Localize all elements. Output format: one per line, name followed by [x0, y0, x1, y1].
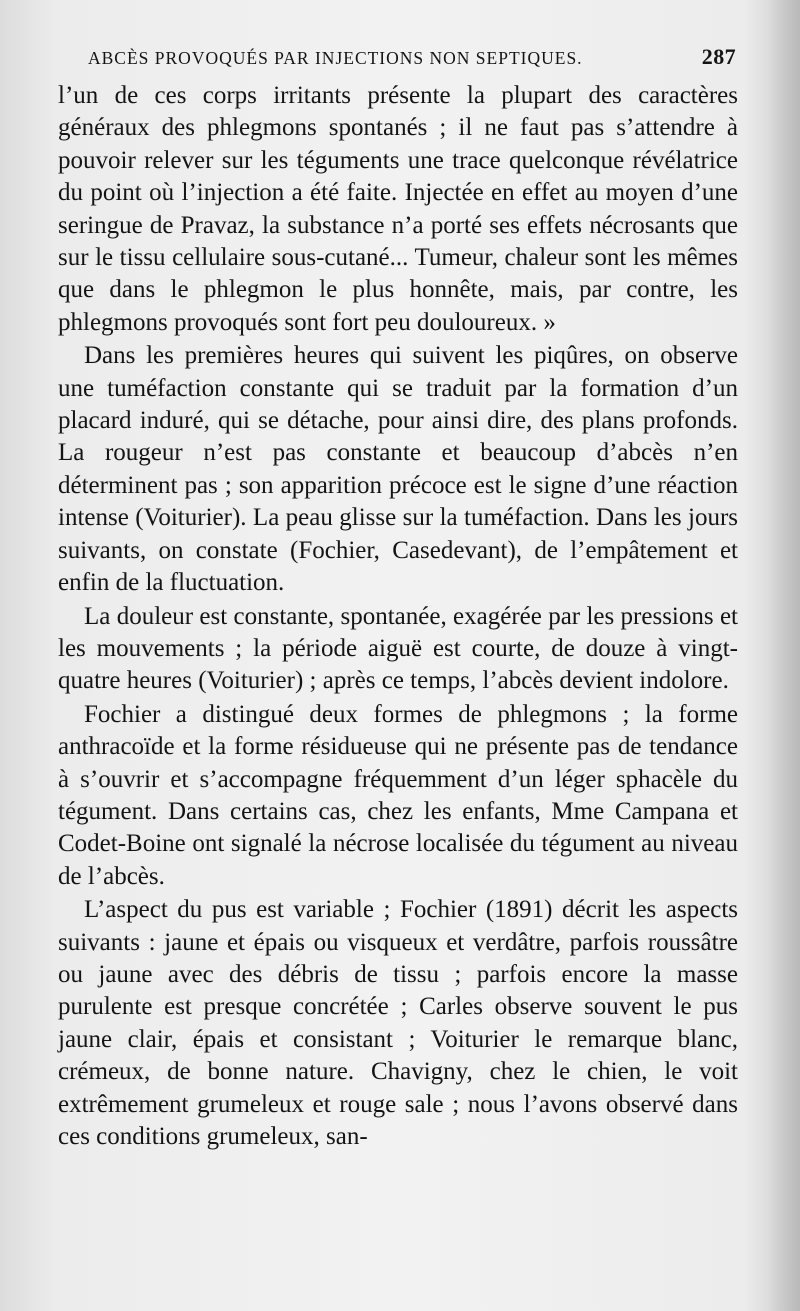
- paragraph-formes-phlegmons: Fochier a distingué deux formes de phlegmons ; la forme anthracoïde et la forme résidueuse qui ne présente pas de tendance à s’ouvrir et s’accompagne fréquemment d’un léger sphacèle du tégument. Dans certains cas, chez les enfants, Mme Campana et Codet-Boine ont signalé la nécrose localisée du tégument au niveau de l’abcès.: [58, 700, 738, 890]
- running-head: [88, 44, 736, 74]
- running-title: ABCÈS PROVOQUÉS PAR INJECTIONS NON SEPTIQUES.: [88, 48, 583, 68]
- page-number: 287: [701, 44, 736, 69]
- paragraph-douleur: La douleur est constante, spontanée, exagérée par les pressions et les mouvements ; la période aiguë est courte, de douze à vingt-quatre heures (Voiturier) ; après ce temps, l’abcès devient indolore.: [58, 602, 738, 695]
- body-text: [58, 80, 738, 1153]
- paragraph-tumefaction: Dans les premières heures qui suivent les piqûres, on observe une tuméfaction constante qui se traduit par la formation d’un placard induré, qui se détache, pour ainsi dire, des plans profonds. La rougeur n’est pas constante et beaucoup d’abcès n’en déterminent pas ; son apparition précoce est le signe d’une réaction intense (Voiturier). La peau glisse sur la tuméfaction. Dans les jours suivants, on constate (Fochier, Casedevant), de l’empâtement et enfin de la fluctuation.: [58, 342, 738, 597]
- page-edge-shadow: [768, 0, 800, 1311]
- paragraph-aspect-pus: L’aspect du pus est variable ; Fochier (1891) décrit les aspects suivants : jaune et épais ou visqueux et verdâtre, parfois roussâtre ou jaune avec des débris de tissu ; parfois encore la masse purulente est presque concrétée ; Carles observe souvent le pus jaune clair, épais et consistant ; Voiturier le remarque blanc, crémeux, de bonne nature. Chavigny, chez le chien, le voit extrêmement grumeleux et rouge sale ; nous l’avons observé dans ces conditions grumeleux, san-: [58, 896, 738, 1150]
- paragraph-continuation: l’un de ces corps irritants présente la plupart des caractères généraux des phlegmons spontanés ; il ne faut pas s’attendre à pouvoir relever sur les téguments une trace quelconque révélatrice du point où l’injection a été faite. Injectée en effet au moyen d’une seringue de Pravaz, la substance n’a porté ses effets nécrosants que sur le tissu cellulaire sous-cutané... Tumeur, chaleur sont les mêmes que dans le phlegmon le plus honnête, mais, par contre, les phlegmons provoqués sont fort peu douloureux. »: [58, 82, 738, 336]
